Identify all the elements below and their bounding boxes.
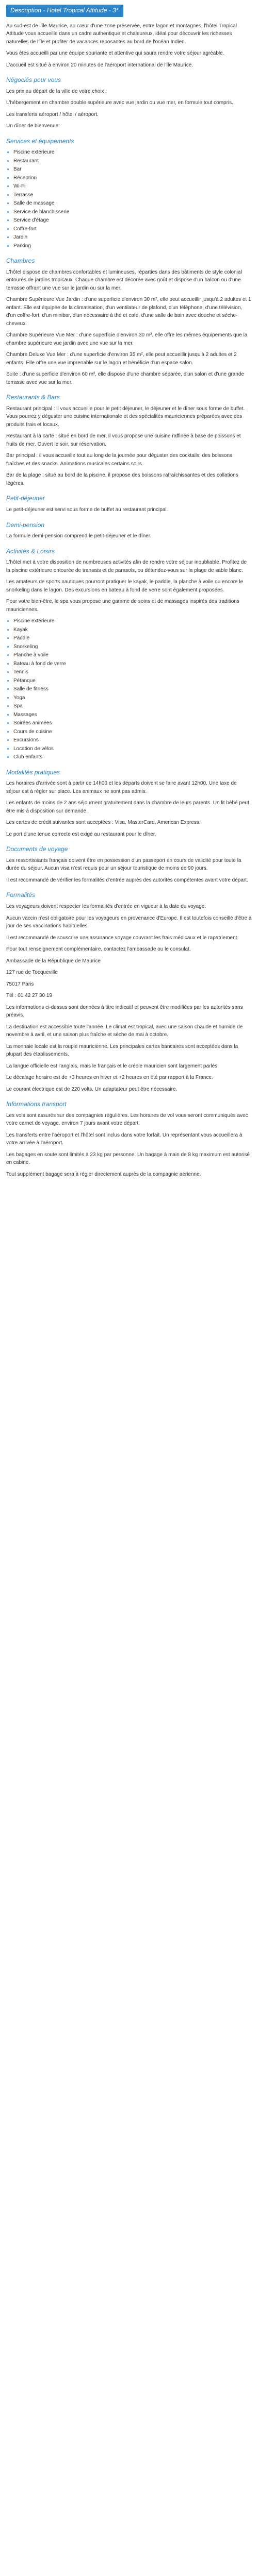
bullet-list bbox=[6, 617, 252, 761]
paragraph: Les bagages en soute sont limités à 23 kg par personne. Un bagage à main de 8 kg maximum est autorisé en cabine. bbox=[6, 1151, 250, 1166]
section-heading: Petit-déjeuner bbox=[6, 495, 45, 502]
paragraph: 75017 Paris bbox=[6, 981, 34, 987]
list-item-label: Jardin bbox=[13, 234, 28, 241]
list-item bbox=[13, 148, 252, 157]
paragraph: Au sud-est de l'île Maurice, au cœur d'une zone préservée, entre lagon et montagnes, l'hôtel Tropical Attitude vous accueille dans un cadre authentique et chaleureux, idéal pour découvrir les richesses naturelles de l'île et profiter de vacances reposantes au bord de l'océan Indien. bbox=[6, 23, 237, 45]
list-item bbox=[13, 174, 252, 182]
list-item-label: Club enfants bbox=[13, 754, 43, 760]
section bbox=[6, 494, 252, 514]
section bbox=[6, 22, 252, 70]
section-heading: Formalités bbox=[6, 891, 36, 899]
list-item-label: Salle de massage bbox=[13, 200, 55, 207]
list-item-label: Piscine extérieure bbox=[13, 618, 55, 624]
section-heading: Négociés pour vous bbox=[6, 76, 61, 84]
paragraph: Les amateurs de sports nautiques pourront pratiquer le kayak, le paddle, la planche à voile ou encore le snorkeling dans le lagon. Des excursions en bateau à fond de verre sont également proposées. bbox=[6, 579, 244, 593]
list-item-label: Service de blanchisserie bbox=[13, 209, 70, 215]
list-item bbox=[13, 728, 252, 736]
list-item bbox=[13, 157, 252, 165]
list-item-label: Bar bbox=[13, 166, 22, 173]
paragraph: Suite : d'une superficie d'environ 60 m², elle dispose d'une chambre séparée, d'un salon et d'une grande terrasse avec vue sur la mer. bbox=[6, 371, 244, 385]
paragraph: La langue officielle est l'anglais, mais le français et le créole mauricien sont largement parlés. bbox=[6, 1063, 219, 1069]
paragraph: Chambre Supérieure Vue Mer : d'une superficie d'environ 30 m², elle offre les mêmes équipements que la chambre supérieure vue jardin avec une vue sur la mer. bbox=[6, 332, 248, 346]
list-item bbox=[13, 216, 252, 225]
list-item-label: Paddle bbox=[13, 635, 30, 641]
paragraph: Tél : 01 42 27 30 19 bbox=[6, 993, 52, 999]
list-item-label: Coffre-fort bbox=[13, 226, 37, 232]
section bbox=[6, 256, 252, 386]
section-heading: Demi-pension bbox=[6, 521, 45, 529]
list-item bbox=[13, 694, 252, 702]
list-item-label: Piscine extérieure bbox=[13, 149, 55, 156]
paragraph: Le petit-déjeuner est servi sous forme de buffet au restaurant principal. bbox=[6, 507, 168, 513]
section bbox=[6, 520, 252, 540]
list-item-label: Parking bbox=[13, 243, 31, 249]
list-item bbox=[13, 736, 252, 744]
section-heading: Restaurants & Bars bbox=[6, 394, 60, 401]
list-item bbox=[13, 711, 252, 719]
paragraph: Les vols sont assurés sur des compagnies régulières. Les horaires de vol vous seront communiqués avec votre carnet de voyage, environ 7 jours avant votre départ. bbox=[6, 1112, 248, 1127]
section bbox=[6, 844, 252, 884]
list-item bbox=[13, 182, 252, 191]
paragraph: Il est recommandé de vérifier les formalités d'entrée auprès des autorités compétentes avant votre départ. bbox=[6, 877, 248, 883]
paragraph: L'hôtel met à votre disposition de nombreuses activités afin de rendre votre séjour inoubliable. Profitez de la piscine extérieure entourée de transats et de parasols, ou détendez-vous sur la plage de sable blanc. bbox=[6, 560, 247, 573]
page bbox=[0, 0, 258, 1187]
paragraph: Pour tout renseignement complémentaire, contactez l'ambassade ou le consulat. bbox=[6, 946, 191, 953]
list-item-label: Service d'étage bbox=[13, 217, 49, 224]
paragraph: Les transferts entre l'aéroport et l'hôtel sont inclus dans votre forfait. Un représentant vous accueillera à votre arrivée à l'aéroport. bbox=[6, 1132, 243, 1146]
paragraph: Restaurant à la carte : situé en bord de mer, il vous propose une cuisine raffinée à base de poissons et fruits de mer. Ouvert le soir, sur réservation. bbox=[6, 433, 241, 447]
paragraph: Un dîner de bienvenue. bbox=[6, 123, 60, 129]
list-item-label: Excursions bbox=[13, 737, 39, 743]
paragraph: La formule demi-pension comprend le petit-déjeuner et le dîner. bbox=[6, 533, 152, 539]
paragraph: Les transferts aéroport / hôtel / aéroport. bbox=[6, 111, 99, 117]
list-item bbox=[13, 165, 252, 174]
paragraph: L'accueil est situé à environ 20 minutes de l'aéroport international de l'île Maurice. bbox=[6, 62, 194, 68]
list-item-label: Salle de fitness bbox=[13, 686, 49, 692]
page-title: Description - Hotel Tropical Attitude - 3* bbox=[6, 5, 123, 17]
list-item-label: Kayak bbox=[13, 626, 28, 633]
section-heading: Activités & Loisirs bbox=[6, 547, 55, 555]
section-heading: Chambres bbox=[6, 257, 35, 265]
list-item-label: Bateau à fond de verre bbox=[13, 660, 66, 667]
paragraph: Chambre Supérieure Vue Jardin : d'une superficie d'environ 30 m², elle peut accueillir jusqu'à 2 adultes et 1 enfant. Elle est équipée de la climatisation, d'un ventilateur de plafond, d'un téléphone, d'une télévision, d'un coffre-fort, d'un minibar, d'un nécessaire à thé et café, d'une salle de bain avec douche et sèche-cheveux. bbox=[6, 297, 251, 327]
paragraph: Restaurant principal : il vous accueille pour le petit déjeuner, le déjeuner et le dîner sous forme de buffet. Vous pourrez y déguster une cuisine internationale et des spécialités mauriciennes préparées avec des produits frais et locaux. bbox=[6, 405, 245, 428]
section-heading: Services et équipements bbox=[6, 137, 74, 145]
list-item bbox=[13, 719, 252, 727]
section bbox=[6, 1023, 252, 1094]
section bbox=[6, 890, 252, 1019]
paragraph: La monnaie locale est la roupie mauricienne. Les principales cartes bancaires sont acceptées dans la plupart des établissements. bbox=[6, 1043, 238, 1058]
list-item-label: Location de vélos bbox=[13, 745, 54, 752]
list-item bbox=[13, 634, 252, 642]
list-item bbox=[13, 668, 252, 676]
section bbox=[6, 393, 252, 487]
list-item-label: Cours de cuisine bbox=[13, 728, 52, 735]
list-item bbox=[13, 233, 252, 242]
paragraph: Aucun vaccin n'est obligatoire pour les voyageurs en provenance d'Europe. Il est toutefois conseillé d'être à jour de ses vaccinations habituelles. bbox=[6, 915, 252, 929]
paragraph: Le port d'une tenue correcte est exigé au restaurant pour le dîner. bbox=[6, 831, 156, 837]
sections-container bbox=[6, 22, 252, 1179]
list-item bbox=[13, 660, 252, 668]
paragraph: Les enfants de moins de 2 ans séjournent gratuitement dans la chambre de leurs parents. Un lit bébé peut être mis à disposition sur demande. bbox=[6, 800, 249, 814]
section bbox=[6, 75, 252, 130]
paragraph: L'hébergement en chambre double supérieure avec vue jardin ou vue mer, en formule tout compris. bbox=[6, 100, 233, 106]
list-item bbox=[13, 242, 252, 250]
paragraph: Il est recommandé de souscrire une assurance voyage couvrant les frais médicaux et le rapatriement. bbox=[6, 935, 239, 941]
list-item-label: Réception bbox=[13, 175, 37, 181]
paragraph: Tout supplément bagage sera à régler directement auprès de la compagnie aérienne. bbox=[6, 1171, 201, 1177]
list-item bbox=[13, 225, 252, 233]
list-item bbox=[13, 702, 252, 710]
list-item bbox=[13, 685, 252, 693]
section bbox=[6, 547, 252, 761]
list-item bbox=[13, 677, 252, 685]
list-item bbox=[13, 199, 252, 208]
paragraph: Pour votre bien-être, le spa vous propose une gamme de soins et de massages inspirés des traditions mauriciennes. bbox=[6, 599, 239, 613]
paragraph: Les informations ci-dessus sont données à titre indicatif et peuvent être modifiées par les autorités sans préavis. bbox=[6, 1004, 243, 1019]
list-item-label: Tennis bbox=[13, 669, 28, 675]
list-item bbox=[13, 745, 252, 753]
list-item-label: Restaurant bbox=[13, 158, 39, 164]
list-item bbox=[13, 626, 252, 634]
paragraph: Les cartes de crédit suivantes sont acceptées : Visa, MasterCard, American Express. bbox=[6, 820, 201, 826]
list-item bbox=[13, 651, 252, 659]
bullet-list bbox=[6, 148, 252, 250]
paragraph: Le décalage horaire est de +3 heures en hiver et +2 heures en été par rapport à la France. bbox=[6, 1075, 213, 1081]
paragraph: Vous êtes accueilli par une équipe souriante et attentive qui saura rendre votre séjour agréable. bbox=[6, 50, 224, 57]
list-item bbox=[13, 643, 252, 651]
list-item-label: Spa bbox=[13, 703, 23, 709]
list-item-label: Yoga bbox=[13, 694, 25, 701]
list-item-label: Snorkeling bbox=[13, 643, 38, 650]
section-heading: Documents de voyage bbox=[6, 845, 68, 853]
section bbox=[6, 137, 252, 250]
list-item-label: Pétanque bbox=[13, 677, 36, 684]
section bbox=[6, 768, 252, 839]
list-item bbox=[13, 617, 252, 625]
paragraph: Les horaires d'arrivée sont à partir de 14h00 et les départs doivent se faire avant 12h00. Une taxe de séjour est à régler sur place. Les animaux ne sont pas admis. bbox=[6, 781, 237, 794]
list-item-label: Terrasse bbox=[13, 192, 34, 198]
paragraph: Ambassade de la République de Maurice bbox=[6, 958, 101, 964]
list-item-label: Planche à voile bbox=[13, 652, 49, 658]
paragraph: L'hôtel dispose de chambres confortables et lumineuses, réparties dans des bâtiments de style colonial entourés de jardins tropicaux. Chaque chambre est décorée avec goût et dispose d'un balcon ou d'une terrasse offrant une vue sur le jardin ou sur la mer. bbox=[6, 269, 242, 291]
section bbox=[6, 1099, 252, 1178]
paragraph: Les ressortissants français doivent être en possession d'un passeport en cours de validité pour toute la durée du séjour. Aucun visa n'est requis pour un séjour touristique de moins de 90 jours. bbox=[6, 857, 241, 872]
list-item bbox=[13, 191, 252, 199]
paragraph: Les voyageurs doivent respecter les formalités d'entrée en vigueur à la date du voyage. bbox=[6, 904, 206, 910]
list-item-label: Wi-Fi bbox=[13, 183, 26, 190]
list-item bbox=[13, 208, 252, 216]
paragraph: Bar de la plage : situé au bord de la piscine, il propose des boissons rafraîchissantes et des collations légères. bbox=[6, 472, 238, 486]
paragraph: Les prix au départ de la ville de votre choix : bbox=[6, 88, 107, 94]
paragraph: Le courant électrique est de 220 volts. Un adaptateur peut être nécessaire. bbox=[6, 1086, 178, 1092]
paragraph: Bar principal : il vous accueille tout au long de la journée pour déguster des cocktails, des boissons fraîches et des snacks. Animations musicales certains soirs. bbox=[6, 453, 233, 467]
paragraph: Chambre Deluxe Vue Mer : d'une superficie d'environ 35 m², elle peut accueillir jusqu'à 2 adultes et 2 enfants. Elle offre une vue imprenable sur le lagon et bénéficie d'un espace salon. bbox=[6, 352, 237, 366]
section-heading: Informations transport bbox=[6, 1100, 67, 1108]
list-item bbox=[13, 753, 252, 761]
list-item-label: Soirées animées bbox=[13, 720, 52, 726]
list-item-label: Massages bbox=[13, 711, 37, 718]
section-heading: Modalités pratiques bbox=[6, 768, 60, 776]
paragraph: 127 rue de Tocqueville bbox=[6, 970, 58, 976]
paragraph: La destination est accessible toute l'année. Le climat est tropical, avec une saison chaude et humide de novembre à avril, et une saison plus fraîche et sèche de mai à octobre. bbox=[6, 1024, 243, 1038]
